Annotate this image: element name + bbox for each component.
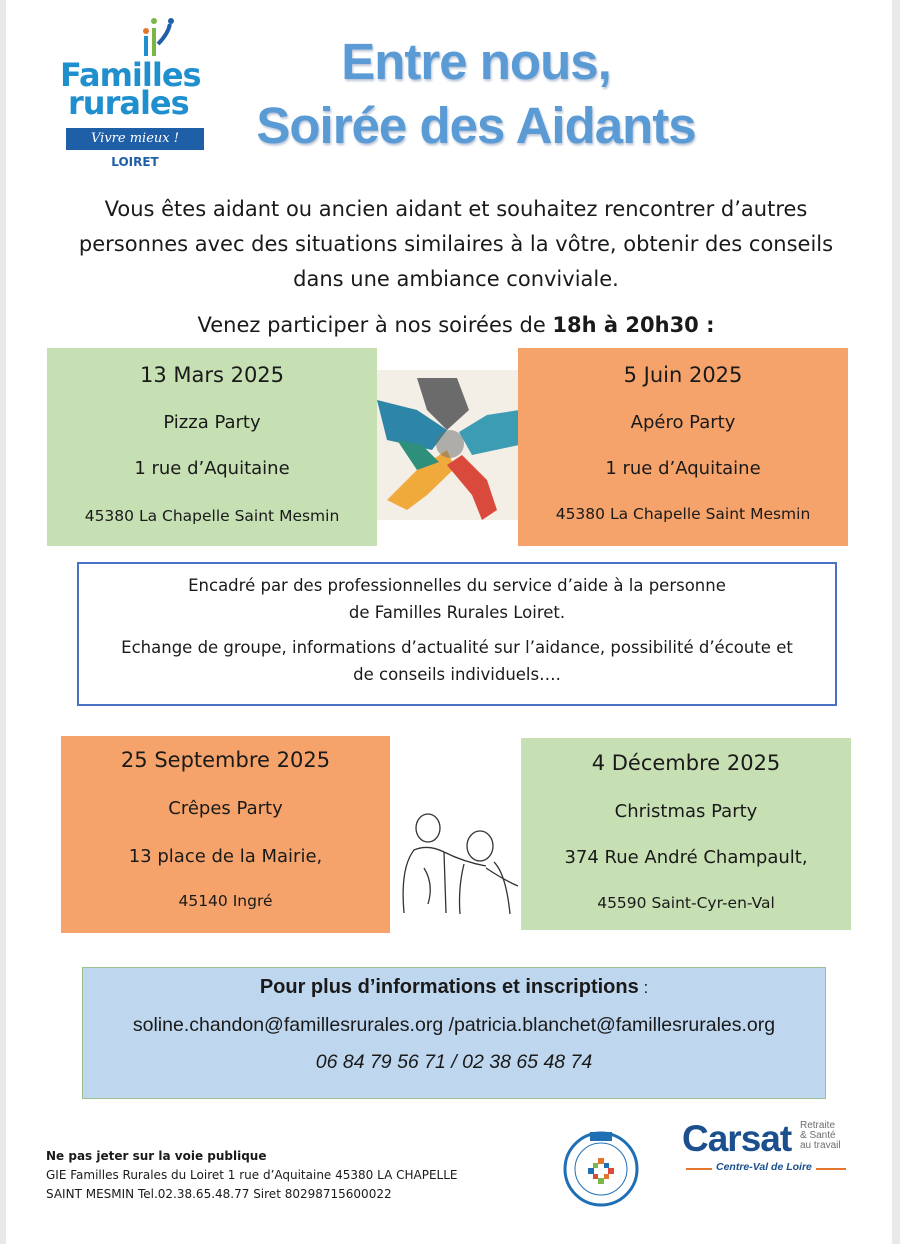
schedule-hours: 18h à 20h30 : (552, 313, 715, 337)
logo-region: LOIRET (111, 155, 159, 169)
event-address: 1 rue d’Aquitaine (134, 458, 290, 479)
contact-box (82, 967, 826, 1099)
carsat-logo (682, 1118, 852, 1178)
event-date: 25 Septembre 2025 (120, 748, 331, 772)
event-theme: Apéro Party (630, 412, 736, 433)
event-theme: Pizza Party (163, 412, 261, 433)
intro-line-1: Vous êtes aidant ou ancien aidant et souhaitez rencontrer d’autres (104, 197, 808, 221)
footer-notice: Ne pas jeter sur la voie publique (46, 1149, 267, 1163)
event-card-september (61, 736, 390, 933)
info-box (77, 562, 837, 706)
event-card-march (47, 348, 377, 546)
intro-line-2: personnes avec des situations similaires à la vôtre, obtenir des conseils (78, 232, 834, 256)
carsat-region: Centre-Val de Loire (716, 1161, 812, 1173)
schedule-prefix: Venez participer à nos soirées de (197, 313, 553, 337)
info-line-2: de Familles Rurales Loiret. (348, 603, 566, 622)
event-city: 45380 La Chapelle Saint Mesmin (84, 507, 340, 525)
caregiver-sketch-illustration (394, 808, 520, 916)
event-address: 374 Rue André Champault, (564, 847, 808, 868)
carsat-name: Carsat (682, 1118, 792, 1159)
event-card-december (521, 738, 851, 930)
schedule-invitation (46, 310, 866, 340)
info-line-4: de conseils individuels…. (353, 665, 561, 684)
event-theme: Christmas Party (614, 801, 758, 822)
page-title (216, 30, 736, 158)
carsat-tagline: Retraite & Santé au travail (800, 1120, 841, 1151)
title-line-2: Soirée des Aidants (256, 97, 696, 154)
info-line-1: Encadré par des professionnelles du service d’aide à la personne (188, 576, 726, 595)
contact-phones[interactable]: 06 84 79 56 71 / 02 38 65 48 74 (315, 1051, 593, 1073)
footer-line-1: GIE Familles Rurales du Loiret 1 rue d’Aquitaine 45380 LA CHAPELLE (46, 1168, 458, 1182)
logo-tagline: Vivre mieux ! (66, 128, 204, 150)
event-card-june (518, 348, 848, 546)
footer-legal (46, 1147, 506, 1204)
conference-seal-logo (562, 1130, 640, 1208)
event-city: 45590 Saint-Cyr-en-Val (597, 894, 775, 912)
familles-rurales-logo (60, 14, 210, 170)
carsat-divider-left (686, 1168, 712, 1170)
event-date: 4 Décembre 2025 (591, 751, 781, 775)
footer-line-2: SAINT MESMIN Tel.02.38.65.48.77 Siret 80298715600022 (46, 1187, 392, 1201)
event-theme: Crêpes Party (168, 798, 283, 819)
title-line-1: Entre nous, (341, 33, 611, 90)
flyer-page (6, 0, 892, 1244)
intro-text (46, 192, 866, 297)
contact-heading: Pour plus d’informations et inscriptions : (259, 976, 649, 998)
joined-hands-illustration (377, 370, 519, 520)
logo-word-familles: Familles (60, 56, 201, 94)
logo-word-rurales: rurales (68, 84, 189, 122)
contact-emails[interactable]: soline.chandon@famillesrurales.org /patricia.blanchet@famillesrurales.org (132, 1014, 776, 1036)
event-address: 13 place de la Mairie, (128, 846, 323, 867)
intro-line-3: dans une ambiance conviviale. (293, 267, 619, 291)
event-date: 13 Mars 2025 (139, 363, 285, 387)
event-address: 1 rue d’Aquitaine (605, 458, 761, 479)
info-line-3: Echange de groupe, informations d’actualité sur l’aidance, possibilité d’écoute et (121, 638, 793, 657)
event-city: 45380 La Chapelle Saint Mesmin (555, 505, 811, 523)
carsat-divider-right (816, 1168, 846, 1170)
event-date: 5 Juin 2025 (623, 363, 743, 387)
event-city: 45140 Ingré (178, 892, 273, 910)
